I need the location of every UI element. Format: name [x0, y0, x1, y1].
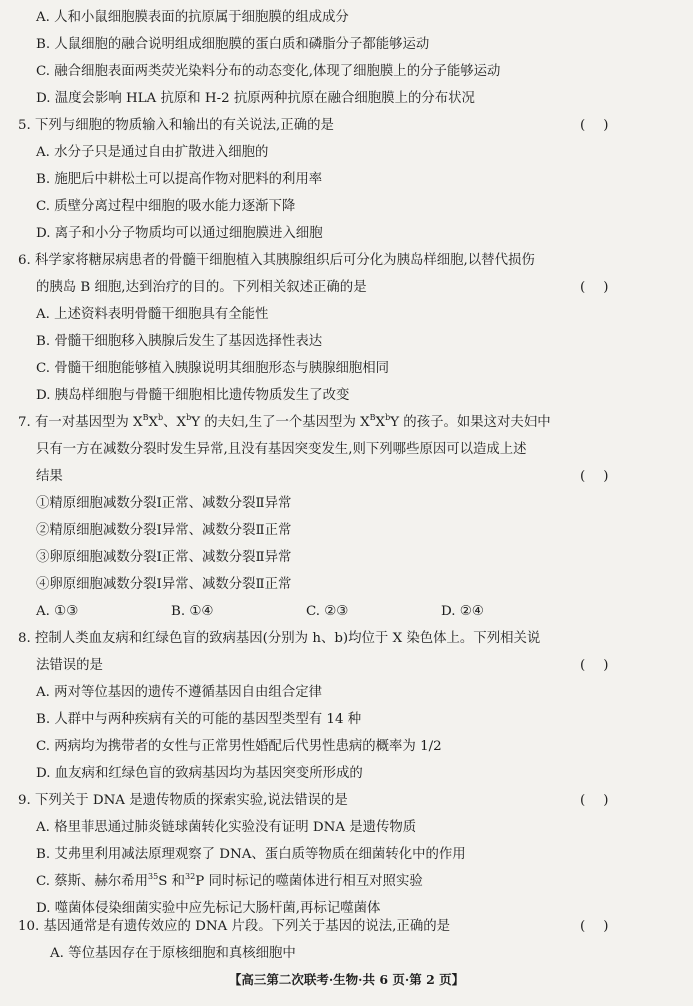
q9-option-a: A. 格里菲思通过肺炎链球菌转化实验没有证明 DNA 是遗传物质	[36, 820, 417, 835]
q6-stem-line2	[0, 277, 693, 299]
q7-stem-text: 结果	[36, 469, 63, 484]
q9-option-b: B. 艾弗里利用减法原理观察了 DNA、蛋白质等物质在细菌转化中的作用	[36, 847, 466, 862]
q8-option-d: D. 血友病和红绿色盲的致病基因均为基因突变所形成的	[36, 766, 363, 781]
q7-option-b: B. ①④	[171, 604, 214, 619]
q6-stem-line1: 6. 科学家将糖尿病患者的骨髓干细胞植入其胰腺组织后可分化为胰岛样细胞,以替代损伤	[18, 253, 535, 268]
q8-option-a: A. 两对等位基因的遗传不遵循基因自由组合定律	[36, 685, 322, 700]
q4-option-d: D. 温度会影响 HLA 抗原和 H-2 抗原两种抗原在融合细胞膜上的分布状况	[36, 91, 475, 106]
q8-stem-line1: 8. 控制人类血友病和红绿色盲的致病基因(分别为 h、b)均位于 X 染色体上。下列相关说	[18, 631, 541, 646]
q7-stem-line2: 只有一方在减数分裂时发生异常,且没有基因突变发生,则下列哪些原因可以造成上述	[36, 442, 527, 457]
q9-sup: 35	[148, 871, 159, 881]
page-footer: 【高三第二次联考·生物·共 6 页·第 2 页】	[228, 972, 465, 987]
q7-sup: B	[369, 412, 376, 422]
q7-sup: b	[385, 412, 391, 422]
q7-stem-line1	[0, 412, 693, 434]
q7-option-d: D. ②④	[441, 604, 484, 619]
q4-option-b: B. 人鼠细胞的融合说明组成细胞膜的蛋白质和磷脂分子都能够运动	[36, 37, 430, 52]
q10-stem	[0, 916, 693, 938]
q7-stem-part: 7. 有一对基因型为 X	[18, 415, 143, 430]
q5-answer-bracket: ()	[580, 118, 627, 133]
q7-sup: b	[158, 412, 164, 422]
q7-item-3: ③卵原细胞减数分裂Ⅰ正常、减数分裂Ⅱ异常	[36, 550, 292, 565]
q7-stem-part: Y 的孩子。如果这对夫妇中	[390, 415, 551, 430]
q6-stem-text: 的胰岛 B 细胞,达到治疗的目的。下列相关叙述正确的是	[36, 280, 367, 295]
q8-option-c: C. 两病均为携带者的女性与正常男性婚配后代男性患病的概率为 1/2	[36, 739, 442, 754]
q7-stem-part: Y 的夫妇,生了一个基因型为 X	[191, 415, 370, 430]
q9-answer-bracket: ()	[580, 793, 627, 808]
q9-option-c	[0, 871, 693, 893]
q7-sup: B	[142, 412, 149, 422]
q7-options	[0, 601, 693, 623]
q6-option-c: C. 骨髓干细胞能够植入胰腺说明其细胞形态与胰腺细胞相同	[36, 361, 390, 376]
q6-option-d: D. 胰岛样细胞与骨髓干细胞相比遗传物质发生了改变	[36, 388, 350, 403]
q6-option-a: A. 上述资料表明骨髓干细胞具有全能性	[36, 307, 269, 322]
q4-option-c: C. 融合细胞表面两类荧光染料分布的动态变化,体现了细胞膜上的分子能够运动	[36, 64, 501, 79]
q9-option-c-part: P 同时标记的噬菌体进行相互对照实验	[195, 874, 423, 889]
q10-stem-text: 10. 基因通常是有遗传效应的 DNA 片段。下列关于基因的说法,正确的是	[18, 919, 450, 934]
q7-stem-line3	[0, 466, 693, 488]
q8-stem-line2	[0, 655, 693, 677]
q7-item-1: ①精原细胞减数分裂Ⅰ正常、减数分裂Ⅱ异常	[36, 496, 292, 511]
q8-option-b: B. 人群中与两种疾病有关的可能的基因型类型有 14 种	[36, 712, 362, 727]
q9-stem-text: 9. 下列关于 DNA 是遗传物质的探索实验,说法错误的是	[18, 793, 348, 808]
q4-option-a: A. 人和小鼠细胞膜表面的抗原属于细胞膜的组成成分	[36, 10, 349, 25]
q9-option-c-part: S 和	[158, 874, 186, 889]
q9-stem	[0, 790, 693, 812]
q7-stem-part: X	[148, 415, 158, 430]
q8-stem-text: 法错误的是	[36, 658, 103, 673]
q7-stem-part: 、X	[163, 415, 187, 430]
q7-option-a: A. ①③	[36, 604, 79, 619]
q5-stem-text: 5. 下列与细胞的物质输入和输出的有关说法,正确的是	[18, 118, 334, 133]
q9-option-d: D. 噬菌体侵染细菌实验中应先标记大肠杆菌,再标记噬菌体	[36, 901, 381, 916]
q5-option-d: D. 离子和小分子物质均可以通过细胞膜进入细胞	[36, 226, 323, 241]
q5-option-b: B. 施肥后中耕松土可以提高作物对肥料的利用率	[36, 172, 323, 187]
q9-option-c-part: C. 蔡斯、赫尔希用	[36, 874, 149, 889]
q5-option-c: C. 质壁分离过程中细胞的吸水能力逐渐下降	[36, 199, 296, 214]
q7-sup: b	[186, 412, 192, 422]
q7-answer-bracket: ()	[580, 469, 627, 484]
q9-sup: 32	[185, 871, 196, 881]
q10-option-a: A. 等位基因存在于原核细胞和真核细胞中	[50, 946, 296, 961]
q6-answer-bracket: ()	[580, 280, 627, 295]
q5-stem	[0, 115, 693, 137]
q5-option-a: A. 水分子只是通过自由扩散进入细胞的	[36, 145, 269, 160]
q6-option-b: B. 骨髓干细胞移入胰腺后发生了基因选择性表达	[36, 334, 323, 349]
q10-answer-bracket: ()	[580, 919, 627, 934]
q7-item-4: ④卵原细胞减数分裂Ⅰ异常、减数分裂Ⅱ正常	[36, 577, 292, 592]
q7-item-2: ②精原细胞减数分裂Ⅰ异常、减数分裂Ⅱ正常	[36, 523, 292, 538]
q7-stem-part: X	[375, 415, 386, 430]
q8-answer-bracket: ()	[580, 658, 627, 673]
q7-option-c: C. ②③	[306, 604, 349, 619]
